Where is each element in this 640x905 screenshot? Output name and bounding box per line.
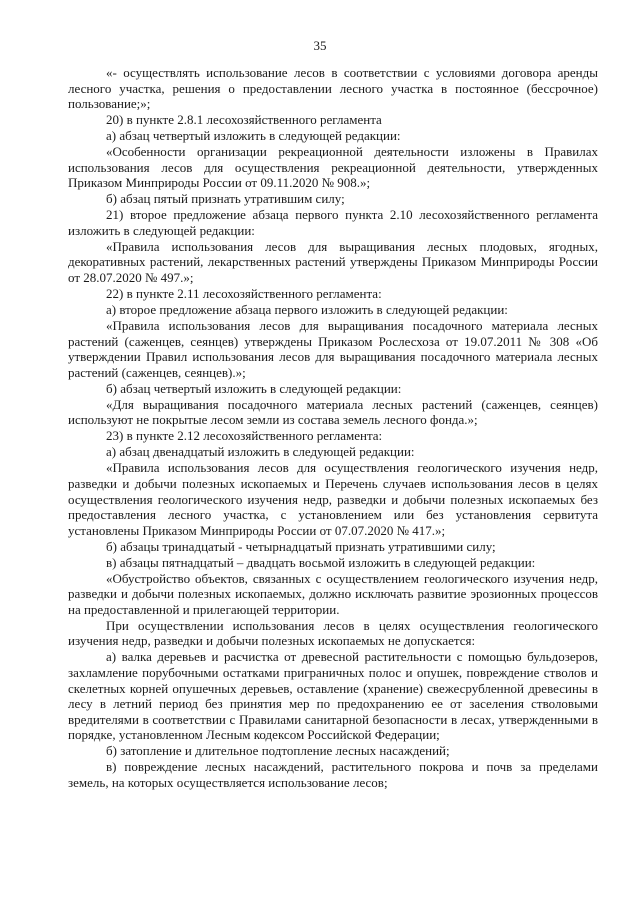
paragraph: 21) второе предложение абзаца первого пункта 2.10 лесохозяйственного регламента изложить в следующей редакции: <box>68 207 598 238</box>
paragraph: «Особенности организации рекреационной деятельности изложены в Правилах использования лесов для осуществления рекреационной деятельности, утвержденных Приказом Минприроды России от 09.11.2020 № 908.»; <box>68 144 598 191</box>
page-number: 35 <box>313 38 327 53</box>
paragraph: 20) в пункте 2.8.1 лесохозяйственного регламента <box>106 112 382 128</box>
paragraph: «Правила использования лесов для осуществления геологического изучения недр, разведки и добычи полезных ископаемых и Перечень случаев использования лесов в целях осуществления геологического изучения недр, разведки и добычи полезных ископаемых без предоставления лесного участка, с установлением или без установления сервитута установлены Приказом Минприроды России от 07.07.2020 № 417.»; <box>68 460 598 538</box>
paragraph: в) абзацы пятнадцатый – двадцать восьмой изложить в следующей редакции: <box>106 554 536 570</box>
paragraph: б) абзацы тринадцатый - четырнадцатый признать утратившими силу; <box>106 538 496 554</box>
paragraph: б) абзац четвертый изложить в следующей редакции: <box>106 380 402 396</box>
paragraph: При осуществлении использования лесов в целях осуществления геологического изучения недр, разведки и добычи полезных ископаемых не допускается: <box>68 617 598 649</box>
paragraph: «Правила использования лесов для выращивания лесных плодовых, ягодных, декоративных растений, лекарственных растений утверждены Приказом Минприроды России от 28.07.2020 № 497.»; <box>68 238 598 286</box>
paragraph: б) абзац пятый признать утратившим силу; <box>106 191 345 207</box>
paragraph: 23) в пункте 2.12 лесохозяйственного регламента: <box>106 428 383 444</box>
paragraph: «Обустройство объектов, связанных с осуществлением геологического изучения недр, разведки и добычи полезных ископаемых, должно исключать развитие эрозионных процессов на предоставленной и прилегающей территории. <box>68 570 598 617</box>
paragraph: а) абзац четвертый изложить в следующей редакции: <box>106 128 401 144</box>
paragraph: «- осуществлять использование лесов в соответствии с условиями договора аренды лесного участка, решения о предоставлении лесного участка в постоянное (бессрочное) пользование;»; <box>68 65 598 112</box>
document-body <box>68 65 598 791</box>
paragraph: 22) в пункте 2.11 лесохозяйственного регламента: <box>106 286 382 302</box>
paragraph: «Правила использования лесов для выращивания посадочного материала лесных растений (саженцев, сеянцев) утверждены Приказом Рослесхоза от 19.07.2011 № 308 «Об утверждении Правил использования лесов для выращивания посадочного материала лесных растений (саженцев, сеянцев).»; <box>68 318 598 380</box>
paragraph: а) абзац двенадцатый изложить в следующей редакции: <box>106 444 415 460</box>
paragraph: в) повреждение лесных насаждений, растительного покрова и почв за пределами земель, на которых осуществляется использование лесов; <box>68 759 598 790</box>
paragraph: а) валка деревьев и расчистка от древесной растительности с помощью бульдозеров, захламление порубочными остатками приграничных полос и опушек, повреждение стволов и скелетных корней опушечных деревьев, оставление (хранение) свежесрубленной древесины в лесу в летний период без принятия мер по предохранению ее от заселения стволовыми вредителями в соответствии с Правилами санитарной безопасности в лесах, утвержденными в порядке, установленном Лесным кодексом Российской Федерации; <box>68 649 598 743</box>
paragraph: «Для выращивания посадочного материала лесных растений (саженцев, сеянцев) используют не покрытые лесом земли из состава земель лесного фонда.»; <box>68 396 598 428</box>
paragraph: а) второе предложение абзаца первого изложить в следующей редакции: <box>106 302 508 318</box>
paragraph: б) затопление и длительное подтопление лесных насаждений; <box>106 743 450 759</box>
